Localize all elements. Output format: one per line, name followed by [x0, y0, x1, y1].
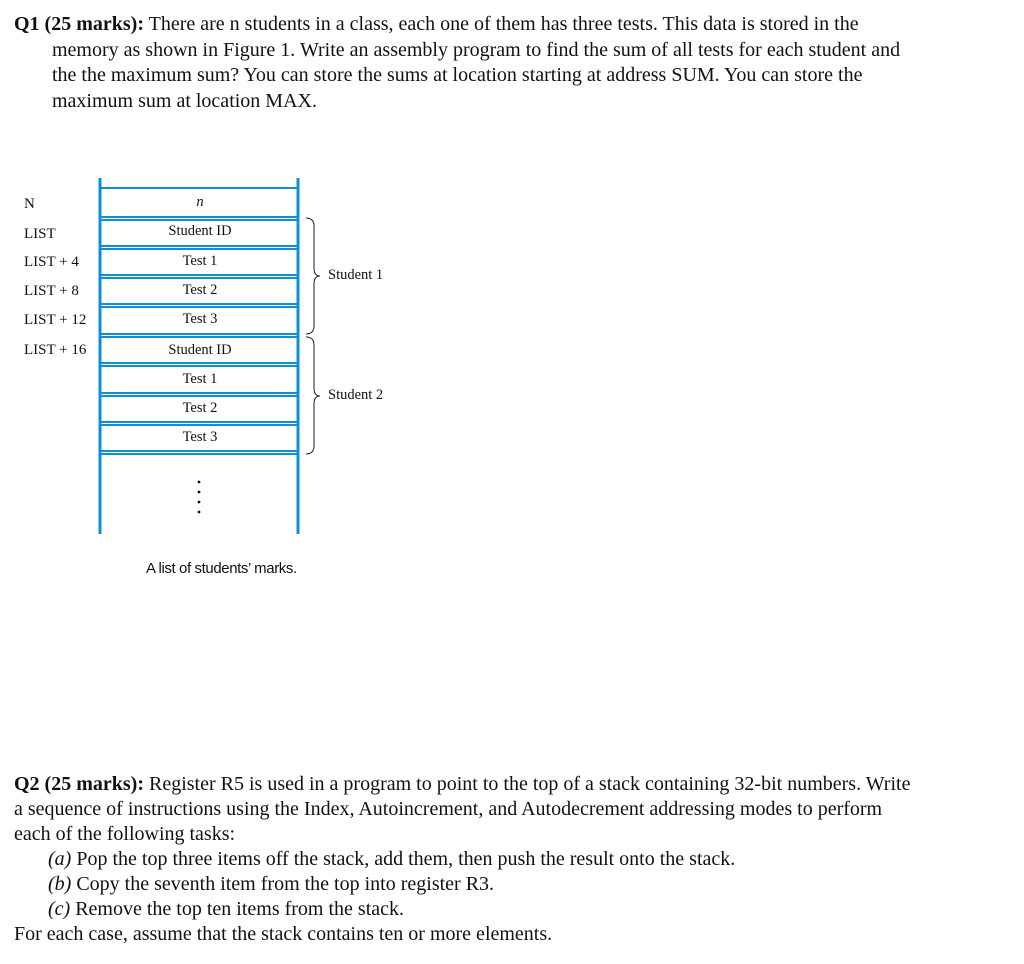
q2-line-3: each of the following tasks:: [14, 823, 236, 845]
memory-cell-test-3: Test 3: [182, 429, 218, 445]
address-label-list-12: LIST + 12: [24, 312, 87, 328]
memory-cell-test-1: Test 1: [182, 371, 218, 387]
address-label-list-8: LIST + 8: [24, 283, 79, 299]
q1-text-1: There are n students in a class, each one of them has three tests. This data is stored in the: [148, 13, 859, 35]
student-2-brace: [306, 337, 320, 454]
memory-cell-test-3: Test 3: [182, 311, 218, 327]
task-letter: (b): [48, 873, 72, 895]
task-letter: (a): [48, 848, 72, 870]
continuation-dot: [198, 501, 201, 504]
memory-cell-student-id: Student ID: [168, 223, 232, 239]
figure-caption: A list of students’ marks.: [146, 560, 297, 577]
question-1: [14, 12, 1014, 114]
q2-task-b: [48, 872, 1014, 897]
memory-cell-student-id: Student ID: [168, 342, 232, 358]
q2-line-1: [14, 772, 1014, 797]
address-label-list-4: LIST + 4: [24, 254, 79, 270]
memory-cell-test-1: Test 1: [182, 253, 218, 269]
student-1-brace: [306, 218, 320, 334]
task-text: Copy the seventh item from the top into register R3.: [76, 873, 495, 895]
q2-task-c: [48, 897, 1014, 922]
q1-line-1: [14, 12, 1014, 38]
continuation-dot: [198, 491, 201, 494]
continuation-dot: [198, 481, 201, 484]
address-label-n: N: [24, 196, 35, 212]
q2-line-2: a sequence of instructions using the Index, Autoincrement, and Autodecrement addressing modes to perform: [14, 798, 883, 820]
q1-line-3: the the maximum sum? You can store the sums at location starting at address SUM. You can store the: [52, 64, 863, 86]
q2-text-1: Register R5 is used in a program to point to the top of a stack containing 32-bit numbers. Write: [148, 773, 911, 795]
q1-line-4: maximum sum at location MAX.: [52, 89, 317, 112]
address-label-list-16: LIST + 16: [24, 342, 87, 358]
question-2: [14, 772, 1014, 947]
group-label-student-1: Student 1: [328, 267, 384, 283]
q1-label: Q1 (25 marks):: [14, 13, 144, 35]
continuation-dot: [198, 511, 201, 514]
task-letter: (c): [48, 898, 71, 920]
task-text: Remove the top ten items from the stack.: [75, 898, 405, 920]
memory-cell-n: n: [196, 194, 204, 210]
q2-task-a: [48, 847, 1014, 872]
memory-cell-test-2: Test 2: [182, 400, 218, 416]
group-label-student-2: Student 2: [328, 387, 384, 403]
q2-footer: For each case, assume that the stack contains ten or more elements.: [14, 923, 553, 945]
task-text: Pop the top three items off the stack, add them, then push the result onto the stack.: [76, 848, 736, 870]
q2-label: Q2 (25 marks):: [14, 773, 144, 795]
memory-cell-test-2: Test 2: [182, 282, 218, 298]
q2-task-list: [14, 847, 1014, 922]
q1-line-2: memory as shown in Figure 1. Write an assembly program to find the sum of all tests for each student and: [52, 38, 901, 61]
address-label-list: LIST: [24, 226, 56, 242]
